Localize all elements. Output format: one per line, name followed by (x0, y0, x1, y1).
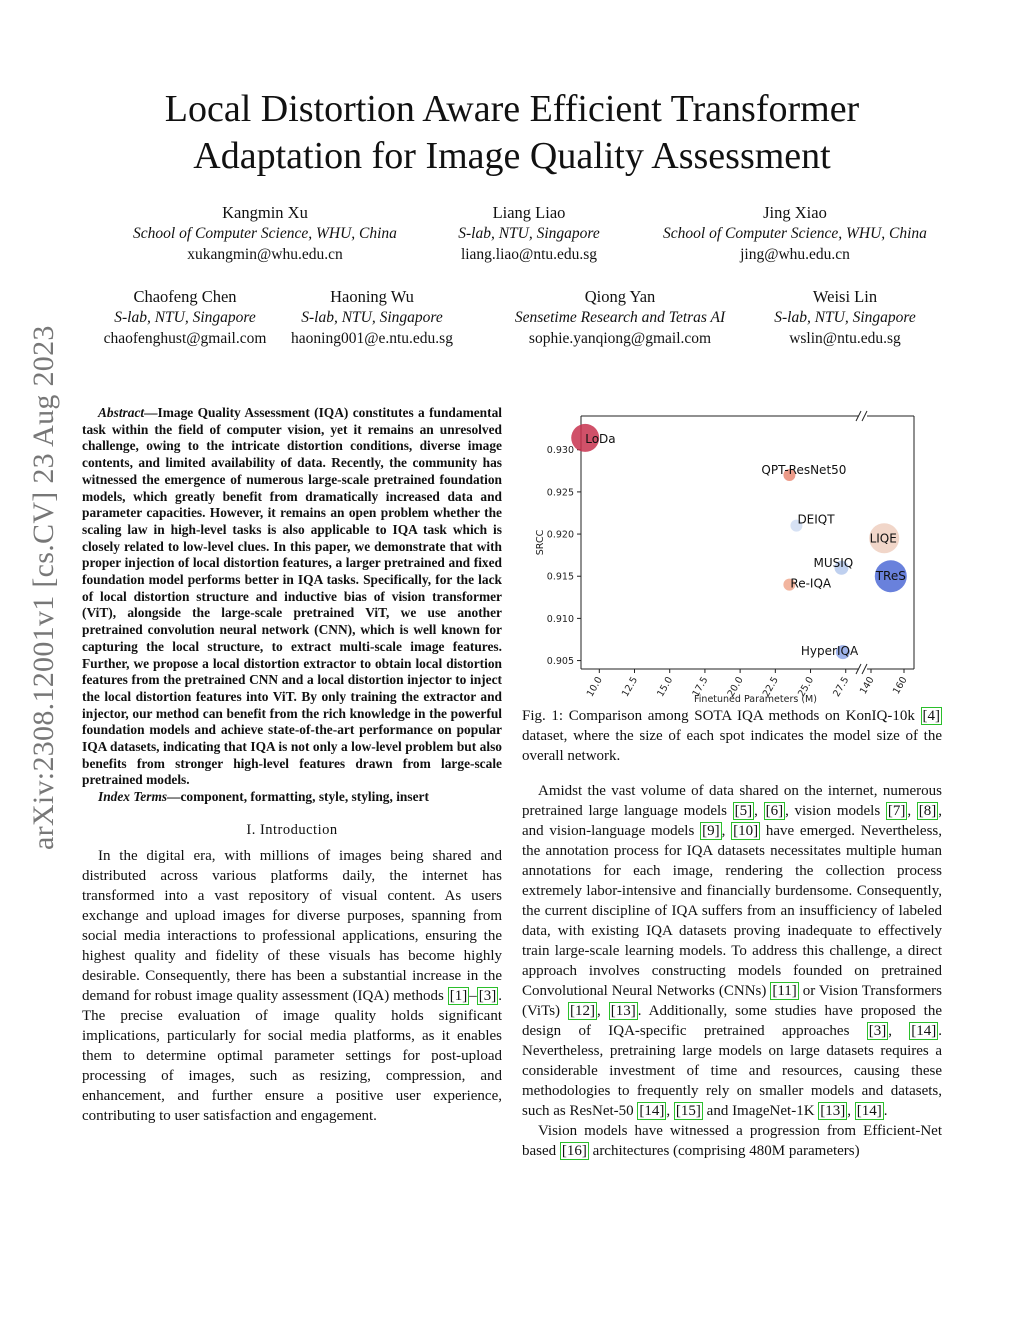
intro-text: In the digital era, with millions of images being shared and distributed across various platforms daily, the internet has transformed into a vast repository of visual content. As users exchange and upload images for diverse purposes, spanning from social media interactions to professional applications, ensuring the highest quality and fidelity of these visuals has become highly desirable. Consequently, there has been a substantial increase in the demand for robust image quality assessment (IQA) methods (82, 847, 502, 1004)
author-name: Chaofeng Chen (133, 287, 237, 306)
left-column (82, 405, 502, 1126)
citation-link[interactable]: [3] (868, 1023, 887, 1039)
author-email[interactable]: sophie.yanqiong@gmail.com (528, 330, 712, 347)
author-email[interactable]: jing@whu.edu.cn (740, 246, 850, 263)
author-email[interactable]: wslin@ntu.edu.sg (789, 330, 901, 347)
author-block-3 (630, 202, 960, 265)
y-tick-label: 0.910 (546, 613, 574, 625)
title-line-1: Local Distortion Aware Efficient Transformer (164, 88, 860, 130)
y-tick-label: 0.915 (546, 571, 574, 583)
x-tick-label: 10.0 (584, 675, 605, 699)
x-tick-label: 160 (891, 675, 910, 697)
data-point-label: QPT-ResNet50 (761, 463, 847, 478)
x-tick-label: 15.0 (655, 675, 676, 699)
citation-link[interactable]: [10] (733, 823, 759, 839)
body-text: Vision models have witnessed a progression from Efficient-Net based (522, 1123, 942, 1159)
caption-text: Fig. 1: Comparison among SOTA IQA methods on KonIQ-10k (522, 708, 921, 724)
author-affiliation: S-lab, NTU, Singapore (114, 309, 256, 326)
citation-link[interactable]: [14] (856, 1103, 882, 1119)
caption-text: dataset, where the size of each spot indicates the model size of the overall network. (522, 728, 942, 764)
author-affiliation: School of Computer Science, WHU, China (133, 225, 397, 242)
author-block-2 (420, 202, 638, 265)
citation-separator: , (754, 803, 764, 819)
y-axis-label: SRCC (535, 529, 546, 556)
data-point-label: DEIQT (797, 512, 835, 527)
scatter-chart (525, 405, 945, 705)
index-terms-text: —component, formatting, style, styling, insert (167, 789, 429, 805)
body-text: , and vision-language models (522, 803, 943, 839)
arxiv-stamp: arXiv:2308.12001v1 [cs.CV] 23 Aug 2023 (27, 325, 60, 850)
y-tick-label: 0.930 (546, 445, 574, 457)
author-name: Liang Liao (492, 203, 566, 222)
author-email[interactable]: haoning001@e.ntu.edu.sg (291, 330, 453, 347)
citation-link[interactable]: [1] (449, 987, 468, 1004)
author-name: Kangmin Xu (222, 203, 308, 222)
abstract-text: —Image Quality Assessment (IQA) constitutes a fundamental task within the field of computer vision, yet it remains an unresolved challenge, owing to the intricate distortion conditions, diverse image contents, and limited availability of data. Recently, the community has witnessed the emergence of numerous large-scale pretrained foundation models, which greatly benefit from dramatically increased data and parameter capacities. However, it remains an open problem whether the scaling law in high-level tasks is also applicable to IQA task which is closely related to low-level clues. In this paper, we demonstrate that with proper injection of local distortion features, a larger pretrained and fixed foundation model performs better in IQA tasks. Specifically, for the lack of local distortion structure and inductive bias of vision transformer (ViT), alongside the large-scale pretrained ViT, we use another pretrained convolution neural network (CNN), which is well known for capturing the local structure, to extract multi-scale image features. Further, we propose a local distortion extractor to obtain local distortion features from the pretrained CNN and a local distortion injector to inject the local distortion features into ViT. By only training the extractor and injector, our method can benefit from the rich knowledge in the powerful foundation models and achieve state-of-the-art performance on popular IQA datasets, indicating that IQA is not only a low-level problem but also benefits from stronger high-level features drawn from large-scale pretrained models. (82, 405, 502, 788)
x-tick-label: 12.5 (620, 675, 641, 699)
author-block-4 (70, 286, 300, 349)
citation-link[interactable]: [3] (478, 987, 497, 1004)
data-point-label: HyperIQA (800, 644, 859, 659)
intro-text: . The precise evaluation of image quality holds significant implications, particularly for social media platforms, as it enables them to determine optimal parameter settings for post-upload processing of images, such as resizing, compression, and enhancement, and further ensure a positive user experience, contributing to user satisfaction and engagement. (82, 987, 502, 1124)
citation-link[interactable]: [14] (911, 1023, 937, 1039)
citation-link[interactable]: [12] (570, 1003, 596, 1019)
citation-range-dash: – (469, 987, 477, 1004)
paper-title (0, 86, 1024, 180)
author-affiliation: S-lab, NTU, Singapore (774, 309, 916, 326)
axis-break-mark (862, 664, 867, 674)
citation-link[interactable]: [9] (702, 823, 720, 839)
x-tick-label: 22.5 (760, 675, 781, 699)
citation-separator: , (888, 1023, 910, 1039)
data-point-label: LIQE (869, 531, 897, 546)
axis-break-mark (862, 411, 867, 421)
citation-link[interactable]: [11] (772, 983, 797, 999)
y-tick-label: 0.925 (546, 487, 574, 499)
citation-separator: , (907, 803, 917, 819)
x-tick-label: 25.0 (796, 675, 817, 699)
body-text: , vision models (785, 803, 886, 819)
x-tick-label: 27.5 (831, 675, 852, 699)
data-point-label: Re-IQA (790, 576, 832, 591)
author-name: Qiong Yan (584, 287, 656, 306)
citation-separator: , (847, 1103, 855, 1119)
author-affiliation: S-lab, NTU, Singapore (301, 309, 443, 326)
author-email[interactable]: liang.liao@ntu.edu.sg (460, 246, 598, 263)
citation-link[interactable]: [14] (639, 1103, 665, 1119)
citation-link[interactable]: [4] (922, 708, 940, 724)
citation-link[interactable]: [5] (734, 803, 753, 819)
author-name: Jing Xiao (763, 203, 827, 222)
data-point-label: MUSIQ (813, 555, 854, 570)
citation-link[interactable]: [6] (765, 803, 784, 819)
author-email[interactable]: chaofenghust@gmail.com (103, 330, 267, 347)
body-text: . Additionally, some studies have proposed the design of IQA-specific pretrained approaches (522, 1003, 942, 1039)
data-point-label: TReS (875, 569, 906, 584)
body-paragraph (522, 781, 942, 1121)
y-tick-label: 0.905 (546, 656, 574, 668)
citation-separator: , (666, 1103, 674, 1119)
figure-caption (522, 706, 942, 766)
author-block-7 (740, 286, 950, 349)
author-block-5 (272, 286, 472, 349)
citation-link[interactable]: [13] (610, 1003, 636, 1019)
author-block-1 (100, 202, 430, 265)
x-tick-label: 20.0 (725, 675, 746, 699)
section-heading-introduction: I. Introduction (246, 821, 338, 838)
body-text: or Vision Transformers (ViTs) (522, 983, 942, 1019)
x-tick-label: 140 (858, 675, 877, 697)
author-email[interactable]: xukangmin@whu.edu.cn (187, 246, 343, 263)
abstract-label: Abstract (98, 405, 145, 420)
data-point-label: LoDa (585, 431, 616, 446)
index-terms (82, 789, 502, 806)
body-text: . Nevertheless, pretraining large models on large datasets requires a considerable investment of time and resources, causing these methodologies to frequently rely on smaller models and datasets, such as ResNet-50 (522, 1023, 942, 1119)
author-affiliation: S-lab, NTU, Singapore (458, 225, 600, 242)
body-text: have emerged. Nevertheless, the annotation process for IQA datasets necessitates multiple human annotations for each image, rendering the collection process extremely labor-intensive and financially burdensome. Consequently, the current discipline of IQA suffers from an insufficiency of labeled data, with existing IQA datasets proving inadequate to effectively train large-scale learning models. To address this challenge, a direct approach involves constructing models founded on pretrained Convolutional Neural Networks (CNNs) (522, 823, 943, 999)
citation-separator: , (721, 823, 732, 839)
figure-1 (525, 405, 945, 705)
body-text: Amidst the vast volume of data shared on the internet, numerous pretrained large language models (522, 783, 942, 819)
body-text: and ImageNet-1K (702, 1103, 819, 1119)
citation-separator: , (597, 1003, 609, 1019)
citation-link[interactable]: [7] (887, 803, 906, 819)
citation-link[interactable]: [8] (918, 803, 937, 819)
y-tick-label: 0.920 (546, 529, 574, 541)
body-text: architectures (comprising 480M parameters) (588, 1143, 860, 1159)
citation-link[interactable]: [13] (820, 1103, 846, 1119)
abstract (82, 405, 502, 789)
citation-link[interactable]: [15] (675, 1103, 701, 1119)
author-name: Haoning Wu (330, 287, 414, 306)
x-axis-label: Finetuned Parameters (M) (694, 694, 817, 705)
citation-link[interactable]: [16] (561, 1143, 587, 1159)
body-paragraph (522, 1121, 942, 1161)
author-name: Weisi Lin (812, 287, 878, 306)
author-affiliation: Sensetime Research and Tetras AI (514, 309, 726, 326)
title-line-2: Adaptation for Image Quality Assessment (193, 135, 831, 177)
right-column (522, 781, 942, 1161)
intro-paragraph (82, 846, 502, 1126)
body-text: . (883, 1103, 888, 1119)
author-affiliation: School of Computer Science, WHU, China (663, 225, 927, 242)
author-block-6 (470, 286, 770, 349)
x-tick-label: 17.5 (690, 675, 711, 699)
index-terms-label: Index Terms (98, 789, 168, 805)
